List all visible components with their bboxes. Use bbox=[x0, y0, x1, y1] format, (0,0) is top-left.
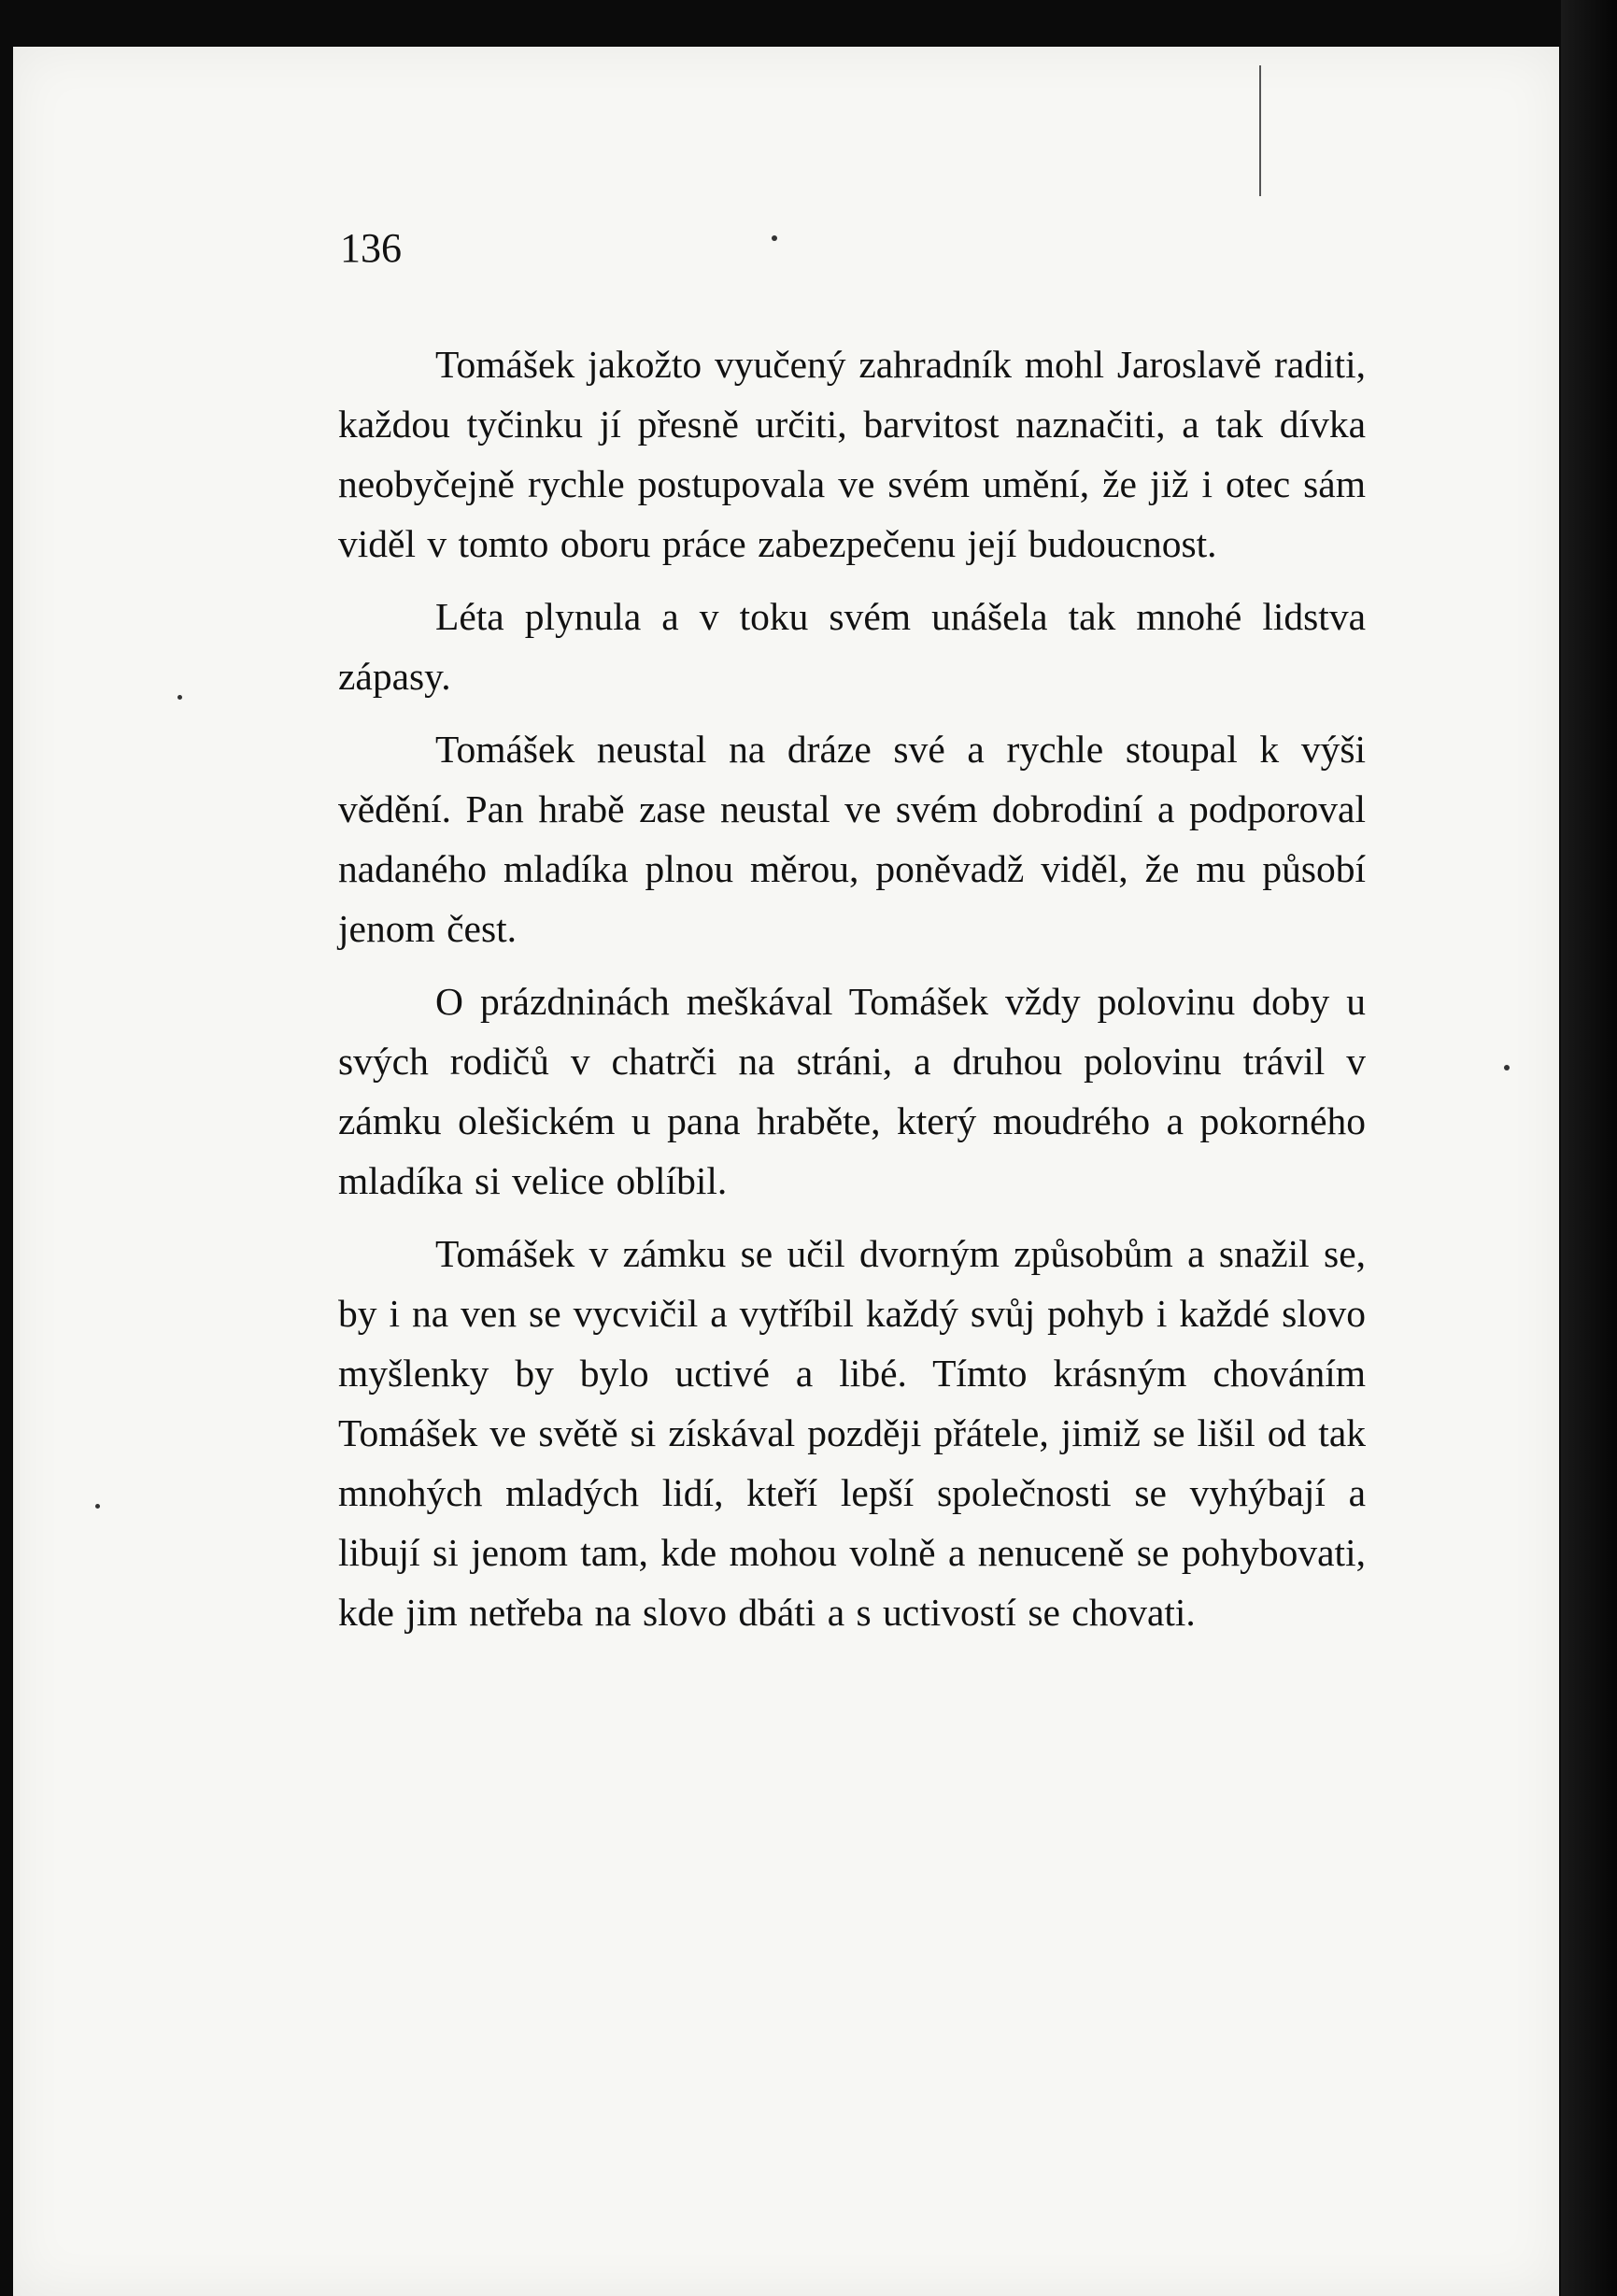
body-text bbox=[338, 334, 1366, 1655]
scan-mark bbox=[1259, 65, 1261, 196]
paragraph: O prázdninách meškával Tomášek vždy polovinu doby u svých rodičů v chatrči na stráni, a druhou polovinu trávil v zámku olešickém u pana hraběte, který moudrého a pokorného mladíka si velice oblíbil. bbox=[338, 980, 1366, 1202]
scan-speck bbox=[1504, 1065, 1510, 1070]
scan-speck bbox=[95, 1504, 100, 1509]
book-page bbox=[13, 47, 1559, 2296]
page-edge-shadow bbox=[1561, 0, 1617, 2296]
page-number: 136 bbox=[340, 225, 402, 271]
scan-speck bbox=[772, 235, 777, 241]
paragraph: Tomášek jakožto vyučený zahradník mohl Jaroslavě raditi, každou tyčinku jí přesně určiti, barvitost naznačiti, a tak dívka neobyčejně rychle postupovala ve svém umění, že již i otec sám viděl v tomto oboru práce zabezpečenu její budoucnost. bbox=[338, 343, 1366, 565]
scan-speck bbox=[177, 695, 182, 700]
paragraph: Léta plynula a v toku svém unášela tak mnohé lidstva zápasy. bbox=[338, 595, 1366, 698]
paragraph: Tomášek neustal na dráze své a rychle stoupal k výši vědění. Pan hrabě zase neustal ve svém dobrodiní a podporoval nadaného mladíka plnou měrou, poněvadž viděl, že mu působí jenom čest. bbox=[338, 728, 1366, 950]
paragraph: Tomášek v zámku se učil dvorným způsobům a snažil se, by i na ven se vycvičil a vytříbil každý svůj pohyb i každé slovo myšlenky by bylo uctivé a libé. Tímto krásným chováním Tomášek ve světě si získával později přátele, jimiž se lišil od tak mnohých mladých lidí, kteří lepší společnosti se vyhýbají a libují si jenom tam, kde mohou volně a nenuceně se pohybovati, kde jim netřeba na slovo dbáti a s uctivostí se chovati. bbox=[338, 1232, 1366, 1634]
